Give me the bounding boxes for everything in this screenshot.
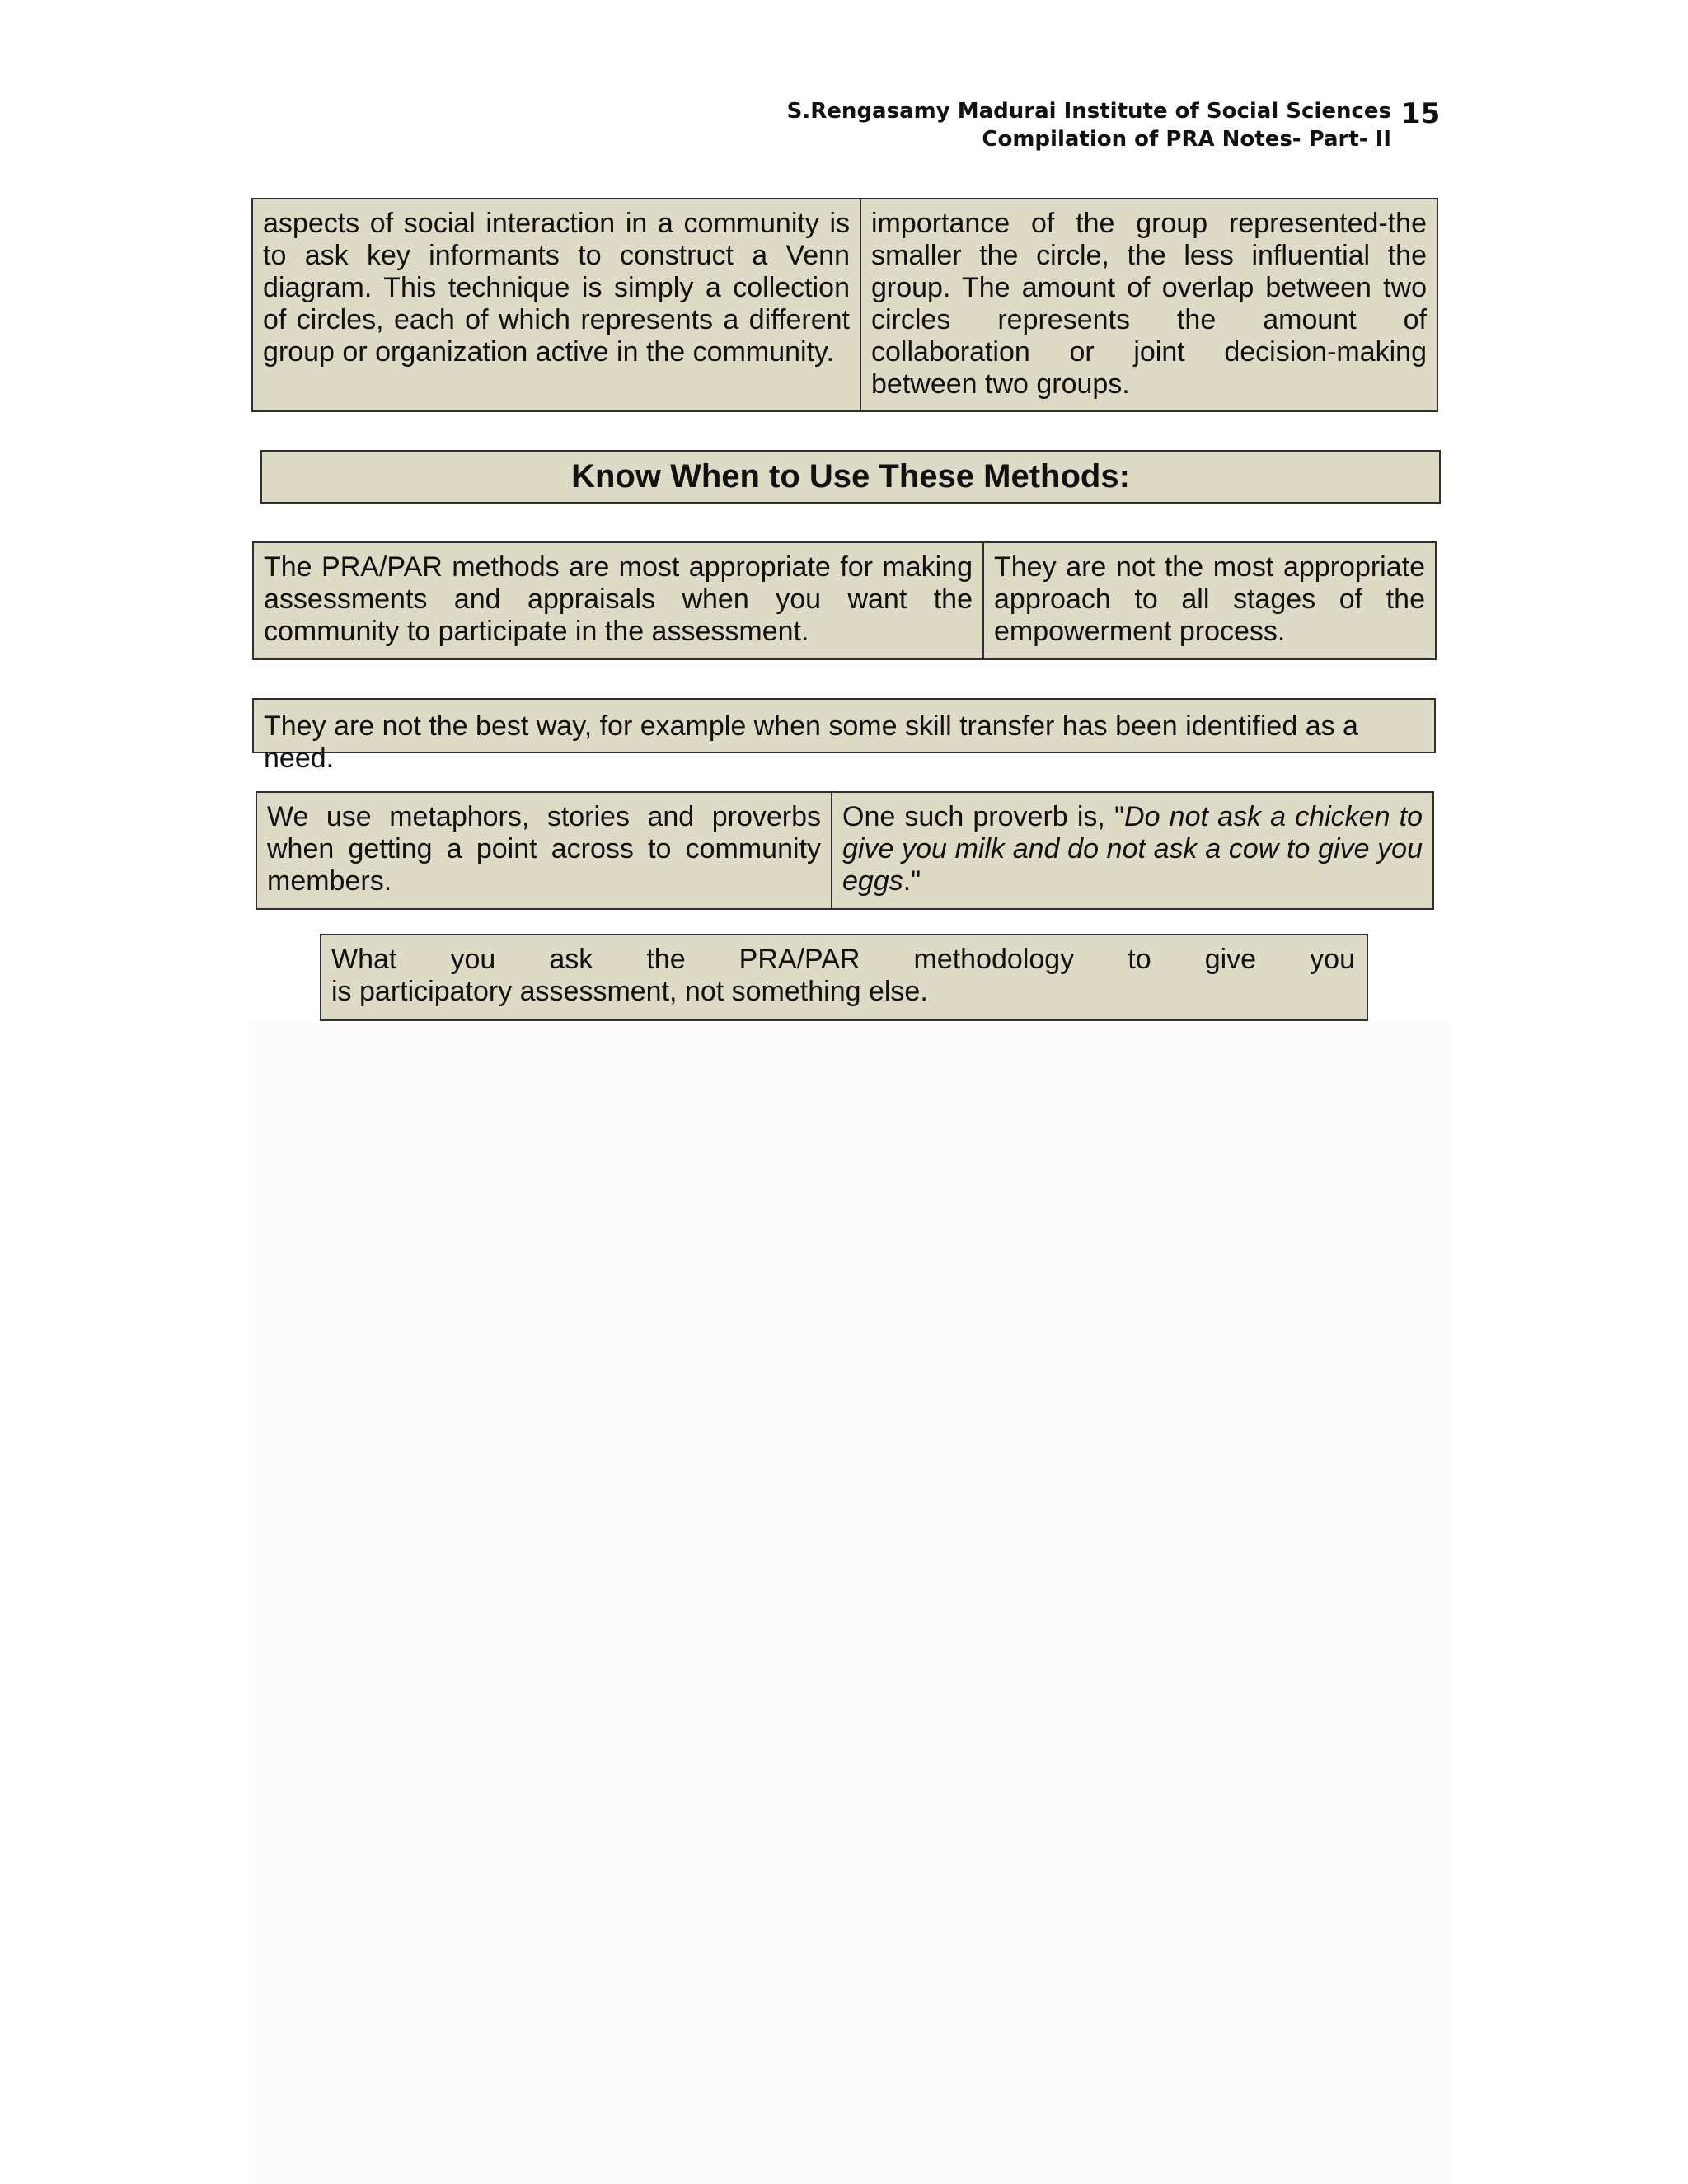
venn-right-cell: importance of the group represented-the smaller the circle, the less influential the group. The amount of overlap between two circles represents the amount of collaboration or joint decision-making between two groups. (871, 208, 1427, 400)
running-header (725, 97, 1391, 153)
best-way-text: They are not the best way, for example when some skill transfer has been identified as a need. (264, 710, 1358, 774)
proverb-right-cell (832, 793, 1432, 908)
header-subtitle: Compilation of PRA Notes- Part- II (982, 127, 1391, 152)
ask-line-1: What you ask the PRA/PAR methodology to give you (331, 944, 1355, 975)
proverb-box (256, 791, 1434, 910)
appropriate-use-box (252, 541, 1437, 660)
venn-diagram-box (251, 198, 1438, 412)
appropriate-right-cell: They are not the most appropriate approach to all stages of the empowerment process. (994, 551, 1425, 647)
page-shade (247, 1022, 1451, 2184)
ask-methodology-box (320, 934, 1368, 1021)
appropriate-left-cell: The PRA/PAR methods are most appropriate for making assessments and appraisals when you want the community to participate in the assessment. (264, 551, 973, 647)
section-title: Know When to Use These Methods: (571, 458, 1130, 494)
venn-left-cell: aspects of social interaction in a community is to ask key informants to construct a Venn diagram. This technique is simply a collection of circles, each of which represents a different group or organization active in the community. (263, 208, 850, 368)
page-number: 15 (1401, 97, 1441, 130)
proverb-intro: One such proverb is, " (842, 801, 1125, 832)
ask-line-2: is participatory assessment, not something else. (331, 976, 928, 1007)
proverb-closing: ." (903, 865, 921, 897)
best-way-box (252, 698, 1436, 774)
ask-methodology-text (321, 935, 1367, 1019)
proverb-quote: Do not ask a chicken to give you milk and do not ask a cow to give you eggs (842, 801, 1423, 897)
section-title-box (260, 450, 1441, 504)
header-institute: S.Rengasamy Madurai Institute of Social Sciences (786, 99, 1391, 124)
proverb-left-cell: We use metaphors, stories and proverbs when getting a point across to community members. (267, 801, 821, 897)
